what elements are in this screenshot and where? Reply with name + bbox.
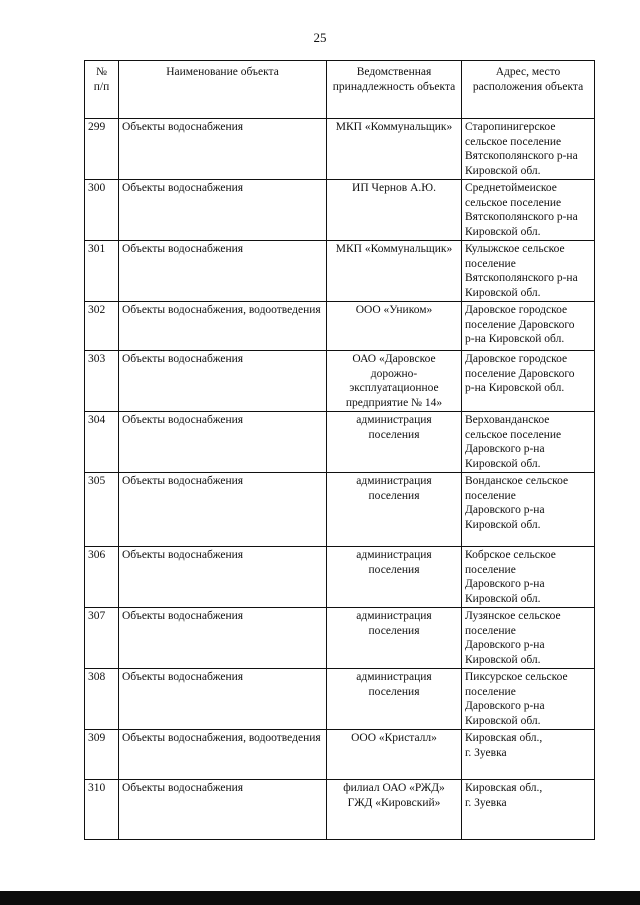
- address-line: поселение Даровского: [465, 318, 575, 331]
- row-name: Объекты водоснабжения: [119, 547, 327, 608]
- row-num: 303: [85, 351, 119, 412]
- row-address: [462, 412, 595, 473]
- row-address: [462, 119, 595, 180]
- row-num: 309: [85, 730, 119, 780]
- address-line: Пиксурское сельское: [465, 671, 568, 683]
- address-line: Кировской обл.: [465, 164, 541, 177]
- header-name: Наименование объекта: [119, 61, 327, 119]
- address-line: Вятскополянского р-на: [465, 272, 578, 284]
- address-line: Кировской обл.: [465, 457, 541, 470]
- address-line: Даровского р-на: [465, 504, 545, 516]
- objects-table: [84, 60, 595, 840]
- address-line: Кировская обл.,: [465, 782, 543, 794]
- address-line: Кировской обл.: [465, 518, 541, 531]
- address-line: Лузянское сельское: [465, 610, 561, 622]
- address-line: Старопинигерское: [465, 121, 556, 133]
- row-address: [462, 180, 595, 241]
- row-name: Объекты водоснабжения: [119, 241, 327, 302]
- address-line: Кировской обл.: [465, 225, 541, 238]
- address-line: Вятскополянского р-на: [465, 150, 578, 162]
- row-name: Объекты водоснабжения: [119, 180, 327, 241]
- header-row: [85, 61, 595, 119]
- row-address: [462, 351, 595, 412]
- table-row: [85, 608, 595, 669]
- row-name: Объекты водоснабжения: [119, 669, 327, 730]
- header-address: Адрес, место расположения объекта: [462, 61, 595, 119]
- address-line: р-на Кировской обл.: [465, 333, 565, 345]
- row-name: Объекты водоснабжения, водоотведения: [119, 730, 327, 780]
- row-num: 299: [85, 119, 119, 180]
- address-line: Кировская обл.,: [465, 732, 543, 744]
- row-owner: администрация поселения: [327, 608, 462, 669]
- table-row: [85, 473, 595, 547]
- row-name: Объекты водоснабжения: [119, 608, 327, 669]
- row-owner: администрация поселения: [327, 547, 462, 608]
- row-address: [462, 473, 595, 547]
- row-address: [462, 730, 595, 780]
- row-num: 301: [85, 241, 119, 302]
- address-line: Кировской обл.: [465, 286, 541, 299]
- row-owner: филиал ОАО «РЖД» ГЖД «Кировский»: [327, 780, 462, 840]
- address-line: Кобрское сельское: [465, 549, 556, 561]
- table-row: [85, 547, 595, 608]
- address-line: сельское поселение: [465, 135, 562, 148]
- page-number: 25: [313, 30, 327, 45]
- row-num: 300: [85, 180, 119, 241]
- table-row: [85, 412, 595, 473]
- table-row: [85, 669, 595, 730]
- row-num: 306: [85, 547, 119, 608]
- row-name: Объекты водоснабжения: [119, 780, 327, 840]
- row-num: 302: [85, 302, 119, 351]
- row-name: Объекты водоснабжения: [119, 119, 327, 180]
- row-address: [462, 780, 595, 840]
- row-owner: ОАО «Даровское дорожно-эксплуатационное предприятие № 14»: [327, 351, 462, 412]
- row-owner: администрация поселения: [327, 412, 462, 473]
- address-line: г. Зуевка: [465, 796, 507, 809]
- row-owner: МКП «Коммунальщик»: [327, 241, 462, 302]
- address-line: поселение: [465, 489, 516, 502]
- table-row: [85, 119, 595, 180]
- row-num: 304: [85, 412, 119, 473]
- address-line: Среднетоймеиское: [465, 182, 557, 194]
- row-name: Объекты водоснабжения, водоотведения: [119, 302, 327, 351]
- row-name: Объекты водоснабжения: [119, 473, 327, 547]
- row-address: [462, 669, 595, 730]
- table-row: [85, 780, 595, 840]
- row-address: [462, 241, 595, 302]
- header-owner: Ведомственная принадлежность объекта: [327, 61, 462, 119]
- row-owner: администрация поселения: [327, 473, 462, 547]
- address-line: Даровское городское: [465, 353, 568, 365]
- address-line: Вонданское сельское: [465, 475, 569, 487]
- row-num: 308: [85, 669, 119, 730]
- address-line: р-на Кировской обл.: [465, 382, 565, 394]
- row-owner: ООО «Уником»: [327, 302, 462, 351]
- address-line: поселение: [465, 624, 516, 637]
- address-line: Кировской обл.: [465, 714, 541, 727]
- table-row: [85, 180, 595, 241]
- address-line: Даровское городское: [465, 304, 568, 316]
- address-line: сельское поселение: [465, 196, 562, 209]
- address-line: сельское поселение: [465, 428, 562, 441]
- address-line: поселение: [465, 563, 516, 576]
- address-line: Даровского р-на: [465, 443, 545, 455]
- row-name: Объекты водоснабжения: [119, 351, 327, 412]
- row-owner: МКП «Коммунальщик»: [327, 119, 462, 180]
- address-line: поселение Даровского: [465, 367, 575, 380]
- address-line: Даровского р-на: [465, 700, 545, 712]
- scan-edge-bar: [0, 891, 640, 905]
- row-owner: администрация поселения: [327, 669, 462, 730]
- table-row: [85, 241, 595, 302]
- header-num: № п/п: [85, 61, 119, 119]
- address-line: Даровского р-на: [465, 578, 545, 590]
- table-row: [85, 351, 595, 412]
- address-line: Верхованданское: [465, 414, 550, 426]
- row-num: 307: [85, 608, 119, 669]
- row-owner: ООО «Кристалл»: [327, 730, 462, 780]
- address-line: Кировской обл.: [465, 592, 541, 605]
- address-line: Даровского р-на: [465, 639, 545, 651]
- table-row: [85, 730, 595, 780]
- row-address: [462, 608, 595, 669]
- address-line: Кировской обл.: [465, 653, 541, 666]
- address-line: поселение: [465, 685, 516, 698]
- row-address: [462, 302, 595, 351]
- address-line: г. Зуевка: [465, 746, 507, 759]
- row-address: [462, 547, 595, 608]
- address-line: Вятскополянского р-на: [465, 211, 578, 223]
- address-line: Кулыжское сельское: [465, 243, 565, 255]
- row-num: 305: [85, 473, 119, 547]
- address-line: поселение: [465, 257, 516, 270]
- table-row: [85, 302, 595, 351]
- row-name: Объекты водоснабжения: [119, 412, 327, 473]
- row-num: 310: [85, 780, 119, 840]
- row-owner: ИП Чернов А.Ю.: [327, 180, 462, 241]
